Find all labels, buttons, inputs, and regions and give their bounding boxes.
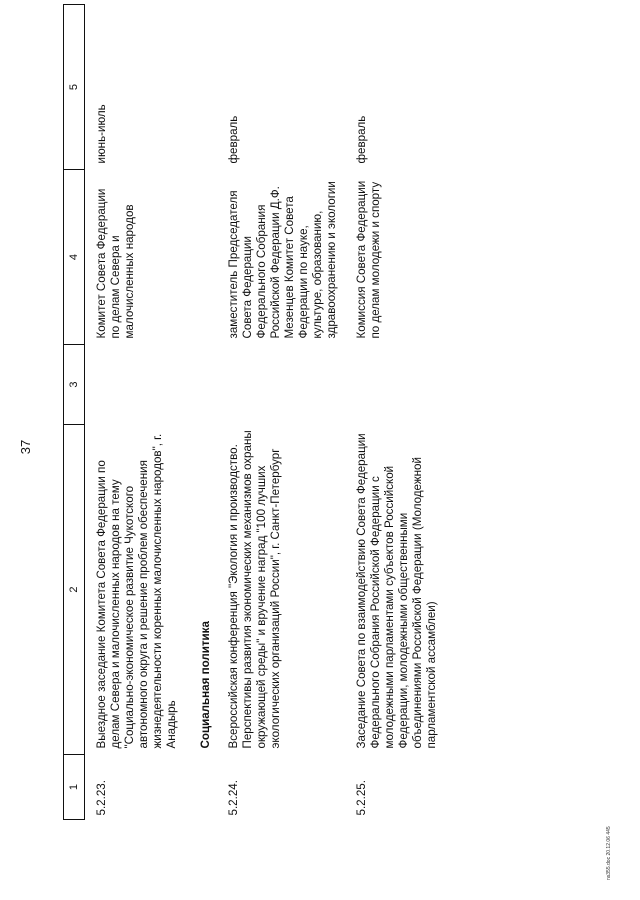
table-row — [85, 5, 186, 820]
date-cell: июнь-июль — [95, 104, 108, 164]
date-cell: февраль — [227, 115, 240, 164]
header-col-5: 5 — [64, 5, 85, 170]
table-row — [345, 5, 445, 820]
col3-cell — [85, 345, 186, 425]
header-col-2: 2 — [64, 425, 85, 755]
col3-cell — [345, 345, 445, 425]
header-col-3: 3 — [64, 345, 85, 425]
event-description: Заседание Совета по взаимодействию Совета Федерации Федерального Собрания Российской Федерации с молодежными парламентами субъектов Российской Федерации, молодежными общественными объединениями Российской Федерации (Молодежной парламентской ассамблеи) — [355, 433, 438, 749]
date-cell: февраль — [355, 115, 368, 164]
footer-code: ns355.doc 20.12.06 445 — [606, 826, 612, 880]
event-description: Выездное заседание Комитета Совета Федерации по делам Севера и малочисленных народов на тему "Социально-экономическое развитие Чукотского автономного округа и решение проблем обеспечения жизнедеятельности коренных малочисленных народов", г. Анадырь — [95, 433, 178, 749]
section-row — [185, 5, 217, 820]
responsible-cell: Комиссия Совета Федерации по делам молодежи и спорту — [355, 180, 382, 339]
page-number: 37 — [18, 439, 33, 455]
responsible-cell: заместитель Председателя Совета Федерации Федерального Собрания Российской Федерации Д.Ф. Мезенцев Комитет Совета Федерации по науке, культуре, образованию, здравоохранению и экологии — [227, 181, 338, 339]
header-col-1: 1 — [64, 755, 85, 820]
row-number: 5.2.23. — [95, 780, 108, 816]
header-row — [64, 5, 85, 820]
header-col-4: 4 — [64, 170, 85, 345]
row-number: 5.2.24. — [227, 780, 240, 816]
responsible-cell: Комитет Совета Федерации по делам Севера и малочисленных народов — [95, 188, 136, 339]
col3-cell — [217, 345, 345, 425]
event-description: Всероссийская конференция "Экология и производство. Перспективы развития экономических механизмов охраны окружающей среды" и вручение наград "100 лучших экологических организаций России", г. Санкт-Петербург — [227, 430, 282, 749]
section-title: Социальная политика — [199, 621, 212, 749]
table-row — [217, 5, 345, 820]
row-number: 5.2.25. — [355, 780, 368, 816]
events-table — [63, 4, 445, 820]
